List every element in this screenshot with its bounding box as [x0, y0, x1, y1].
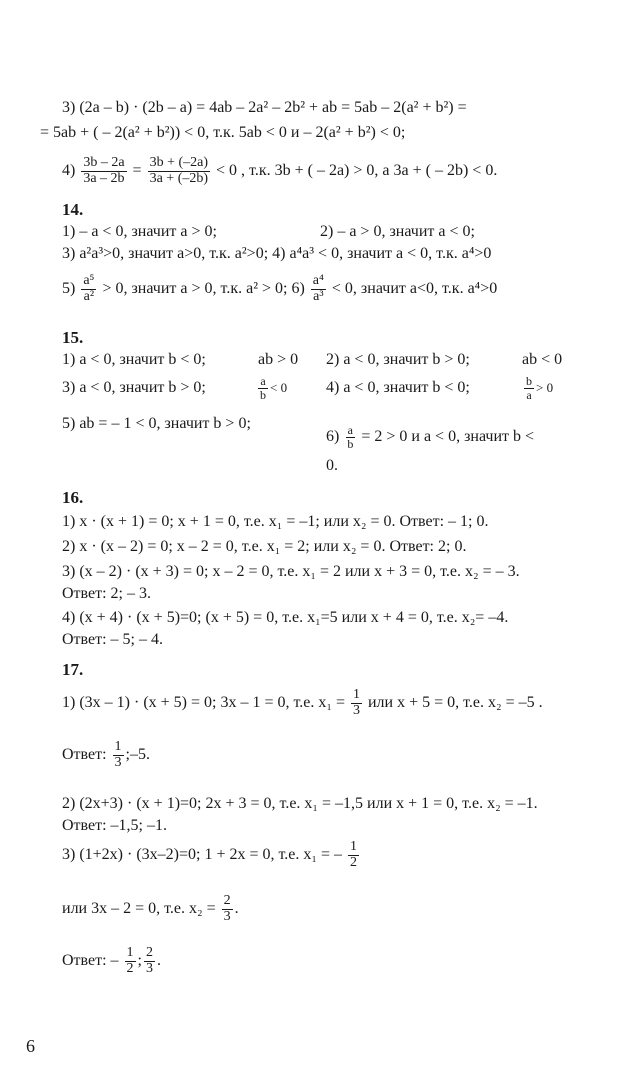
line-17-3b: или 3x – 2 = 0, т.е. x₂ = $\frac{2}{3}$ . [62, 893, 239, 924]
fraction: $\frac{\text{a⁴}}{\text{a³}}$ [312, 273, 324, 304]
line-14-1b: 2) – a > 0, значит a < 0; [320, 223, 475, 240]
fraction: $\frac{1}{2}$ [350, 839, 357, 870]
line-16-4-answer: Ответ: – 5; – 4. [62, 631, 163, 648]
fraction: $\frac{3b - 2a}{3a - 2b}$ [83, 155, 125, 186]
line-15-1a: 1) a < 0, значит b < 0; [62, 351, 206, 368]
fraction: $\frac{a}{b}$ [260, 374, 266, 402]
fraction: $\frac{1}{3}$ [352, 687, 360, 718]
line-17-3: 3) (1+2x) · (3x–2)=0; 1 + 2x = 0, т.е. x₁ = – $\frac{1}{2}$ [62, 839, 357, 870]
fraction: $\frac{1}{3}$ [114, 739, 122, 770]
line-15-6-end: 0. [326, 457, 338, 474]
line-16-1: 1) x · (x + 1) = 0; x + 1 = 0, т.е. x₁ = –1; или x₂ = 0. Ответ: – 1; 0. [62, 513, 489, 530]
fraction: $\frac{a}{b}$ [347, 423, 354, 451]
heading-15: 15. [62, 328, 84, 347]
heading-17: 17. [62, 660, 84, 679]
fraction: $\frac{b}{a}$ [526, 374, 532, 402]
heading-16: 16. [62, 488, 84, 507]
line-15-3b: $\frac{a}{b}$ < 0 [260, 374, 288, 402]
line-14-1a: 1) – a < 0, значит a > 0; [62, 223, 217, 240]
line-13-4: 4) $\frac{3b - 2a}{3a - 2b}$ = $\frac{3b + (-2a)}{3a + (-2b)}$ < 0 , т.к. 3b + ( – 2a) > 0, а 3a + ( – 2b) < 0. [62, 155, 498, 186]
heading-14: 14. [62, 200, 84, 219]
line-15-5: 5) ab = – 1 < 0, значит b > 0; [62, 415, 251, 432]
line-15-1b: ab > 0 [258, 351, 299, 368]
line-14-5: 5) $\frac{\text{a⁵}}{\text{a²}}$ > 0, значит a > 0, т.к. a² > 0; 6) $\frac{\text{a⁴}}{\text{a³}}$ < 0, значит a<0, т.к. a⁴>0 [62, 273, 498, 304]
line-15-1d: ab < 0 [522, 351, 563, 368]
line-16-3: 3) (x – 2) · (x + 3) = 0; x – 2 = 0, т.е. x₁ = 2 или x + 3 = 0, т.е. x₂ = – 3. [62, 563, 520, 580]
line-15-1c: 2) a < 0, значит b > 0; [326, 351, 470, 368]
line-17-2: 2) (2x+3) · (x + 1)=0; 2x + 3 = 0, т.е. x₁ = –1,5 или x + 1 = 0, т.е. x₂ = –1. [62, 795, 538, 812]
line-17-1: 1) (3x – 1) · (x + 5) = 0; 3x – 1 = 0, т.е. x₁ = $\frac{1}{3}$ или x + 5 = 0, т.е. x₂ = –5 . [62, 687, 543, 718]
line-16-3-answer: Ответ: 2; – 3. [62, 585, 151, 602]
line-16-2: 2) x · (x – 2) = 0; x – 2 = 0, т.е. x₁ = 2; или x₂ = 0. Ответ: 2; 0. [62, 538, 467, 555]
fraction: $\frac{2}{3}$ [146, 945, 153, 976]
fraction: $\frac{2}{3}$ [223, 893, 231, 924]
line-17-1-answer: Ответ: $\frac{1}{3}$ ;–5. [62, 739, 150, 770]
line-15-3c: 4) a < 0, значит b < 0; [326, 379, 470, 396]
line-17-2-answer: Ответ: –1,5; –1. [62, 817, 167, 834]
line-17-3-answer: Ответ: – $\frac{1}{2}$ ; $\frac{2}{3}$ . [62, 945, 161, 976]
page-number: 6 [26, 1036, 35, 1056]
line-16-4: 4) (x + 4) · (x + 5)=0; (x + 5) = 0, т.е. x₁=5 или x + 4 = 0, т.е. x₂= –4. [62, 609, 509, 626]
fraction: $\frac{1}{2}$ [126, 945, 134, 976]
line-15-6: 6) $\frac{a}{b}$ = 2 > 0 и a < 0, значит b < [326, 423, 535, 451]
line-15-3d: $\frac{b}{a}$ > 0 [526, 374, 554, 402]
fraction: $\frac{3b + (-2a)}{3a + (-2b)}$ [149, 155, 209, 186]
line-15-3a: 3) a < 0, значит b > 0; [62, 379, 206, 396]
fraction: $\frac{\text{a⁵}}{\text{a²}}$ [83, 273, 95, 304]
line-13-3a: 3) (2a – b) · (2b – a) = 4ab – 2a² – 2b² + ab = 5ab – 2(a² + b²) = [62, 99, 467, 116]
line-13-3b: = 5ab + ( – 2(a² + b²)) < 0, т.к. 5ab < 0 и – 2(a² + b²) < 0; [40, 124, 406, 141]
line-14-3: 3) a²a³>0, значит a>0, т.к. a²>0; 4) a⁴a³ < 0, значит a < 0, т.к. a⁴>0 [62, 245, 492, 262]
